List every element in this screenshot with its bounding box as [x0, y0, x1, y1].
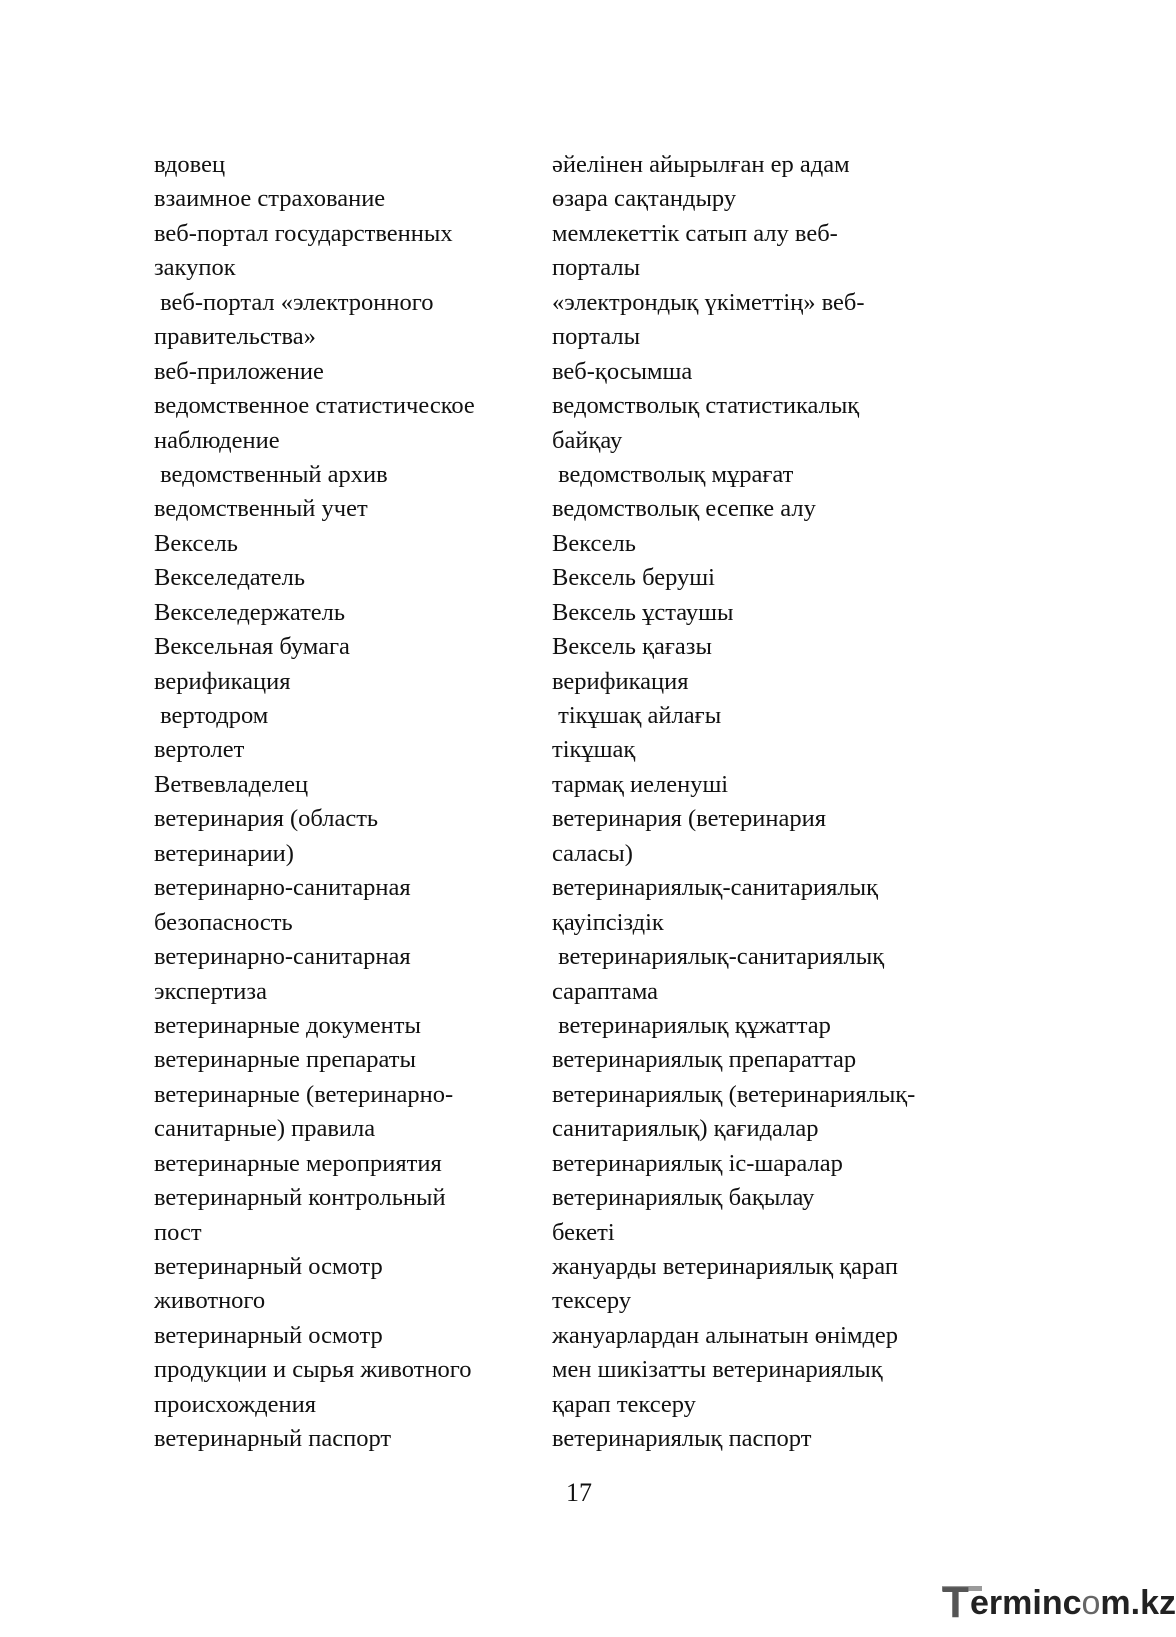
kazakh-term-line: верификация [552, 667, 689, 695]
russian-term-line: ветеринарные препараты [154, 1046, 416, 1074]
kazakh-term-line: Вексель ұстаушы [552, 598, 734, 626]
russian-term-line: взаимное страхование [154, 185, 386, 213]
kazakh-term-line: мемлекеттік сатып алу веб- [552, 219, 838, 247]
kazakh-term-line: жануарлардан алынатын өнімдер [552, 1321, 899, 1349]
kazakh-term-line: әйелінен айырылған ер адам [552, 151, 850, 178]
russian-term-line: ветеринарный осмотр [154, 1321, 383, 1349]
kazakh-term-line: Вексель [552, 529, 636, 557]
kazakh-term-line: ветеринариялық препараттар [552, 1046, 857, 1074]
logo-first-letter: T [942, 1578, 969, 1627]
russian-term-line: ветеринарный осмотр [154, 1253, 383, 1280]
kazakh-term-line: порталы [552, 323, 641, 351]
logo-text: ermincom.kz [970, 1584, 1176, 1622]
kazakh-term-line: ведомстволық мұрағат [552, 460, 794, 488]
russian-term-line: ведомственный архив [154, 460, 388, 488]
kazakh-term-line: ветеринариялық паспорт [552, 1425, 812, 1453]
kazakh-term-line: тексеру [552, 1287, 632, 1315]
kazakh-term-line: порталы [552, 254, 641, 282]
russian-term-line: веб-приложение [154, 357, 324, 385]
russian-term-line: безопасность [154, 908, 293, 936]
russian-term-line: животного [154, 1287, 266, 1315]
russian-term-line: веб-портал государственных [154, 219, 453, 247]
russian-term-line: правительства» [154, 323, 316, 351]
russian-term-line: ветеринарные (ветеринарно- [154, 1080, 454, 1108]
page-number: 17 [566, 1478, 592, 1507]
kazakh-term-line: санитариялық) қағидалар [552, 1115, 819, 1143]
russian-term-line: ветеринария (область [154, 805, 379, 833]
kazakh-term-line: жануарды ветеринариялық қарап [552, 1253, 898, 1280]
kazakh-terms-column [552, 148, 972, 1457]
russian-term-line: Векселедержатель [154, 598, 346, 626]
russian-term-line: происхождения [154, 1390, 316, 1418]
russian-terms-column [154, 148, 539, 1457]
russian-term-line: Вексельная бумага [154, 633, 350, 661]
kazakh-term-line: өзара сақтандыру [552, 185, 737, 213]
russian-term-line: вертодром [154, 702, 269, 729]
kazakh-term-line: Вексель қағазы [552, 633, 712, 661]
kazakh-term-line: «электрондық үкіметтің» веб- [552, 288, 865, 316]
kazakh-term-line: ветеринария (ветеринария [552, 805, 826, 833]
russian-term-line: ветеринарный контрольный [154, 1184, 446, 1212]
russian-term-line: ветеринарные мероприятия [154, 1149, 442, 1177]
russian-term-line: Ветвевладелец [154, 770, 309, 798]
russian-term-line: экспертиза [154, 977, 267, 1005]
kazakh-term-line: ветеринариялық бақылау [552, 1184, 815, 1212]
kazakh-term-line: тармақ иеленуші [552, 770, 729, 798]
kazakh-term-line: ветеринариялық құжаттар [552, 1011, 831, 1039]
russian-term-line: ведомственный учет [154, 495, 368, 523]
kazakh-term-line: ветеринариялық-санитариялық [552, 943, 885, 971]
russian-term-line: верификация [154, 667, 291, 695]
kazakh-term-line: қауіпсіздік [552, 908, 664, 936]
russian-term-line: ветеринарии) [154, 839, 294, 867]
russian-term-line: веб-портал «электронного [154, 288, 434, 316]
kazakh-term-line: ведомстволық статистикалық [552, 392, 860, 420]
russian-term-line: продукции и сырья животного [154, 1356, 472, 1384]
kazakh-term-line: сараптама [552, 977, 659, 1005]
russian-term-line: наблюдение [154, 426, 280, 454]
russian-term-line: ведомственное статистическое [154, 392, 475, 420]
kazakh-term-line: тікұшақ айлағы [552, 702, 722, 729]
kazakh-term-line: қарап тексеру [552, 1390, 696, 1418]
termincom-watermark-logo [942, 1578, 1176, 1628]
kazakh-term-line: ветеринариялық іс-шаралар [552, 1149, 843, 1177]
russian-term-line: санитарные) правила [154, 1115, 376, 1143]
kazakh-term-line: саласы) [552, 839, 633, 867]
russian-term-line: ветеринарно-санитарная [154, 943, 411, 971]
russian-term-line: закупок [154, 254, 236, 282]
kazakh-term-line: бекеті [552, 1218, 615, 1246]
kazakh-term-line: Вексель беруші [552, 564, 715, 592]
kazakh-term-line: байқау [552, 426, 623, 454]
russian-term-line: ветеринарные документы [154, 1011, 421, 1039]
kazakh-term-line: веб-қосымша [552, 357, 693, 385]
russian-term-line: вертолет [154, 736, 245, 764]
kazakh-term-line: ведомстволық есепке алу [552, 495, 816, 523]
kazakh-term-line: тікұшақ [552, 736, 636, 764]
russian-term-line: вдовец [154, 151, 226, 178]
kazakh-term-line: ветеринариялық (ветеринариялық- [552, 1080, 916, 1108]
russian-term-line: ветеринарный паспорт [154, 1425, 392, 1453]
russian-term-line: ветеринарно-санитарная [154, 874, 411, 902]
russian-term-line: Векселедатель [154, 564, 306, 592]
russian-term-line: Вексель [154, 529, 238, 557]
russian-term-line: пост [154, 1218, 202, 1246]
kazakh-term-line: мен шикізатты ветеринариялық [552, 1356, 883, 1384]
kazakh-term-line: ветеринариялық-санитариялық [552, 874, 878, 902]
